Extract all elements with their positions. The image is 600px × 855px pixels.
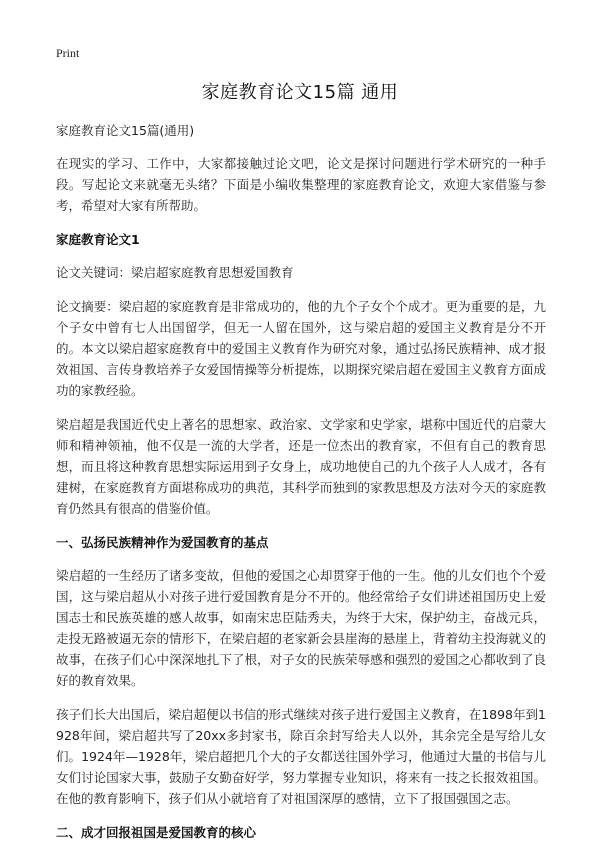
body-paragraph-1a: 梁启超的一生经历了诸多变故，但他的爱国之心却贯穿于他的一生。他的儿女们也个个爱国，这与梁启超从小对孩子进行爱国教育是分不开的。他经常给子女们讲述祖国历史上爱国志士和民族英雄的感人故事，如南宋忠臣陆秀夫，为终于大宋，保护幼主，奋战元兵，走投无路被逼无奈的情形下，在梁启超的老家新会县崖海的悬崖上，背着幼主投海就义的故事，在孩子们心中深深地扎下了根，对子女的民族荣辱感和强烈的爱国之心都收到了良好的教育效果。 — [56, 568, 546, 688]
article-subtitle: 家庭教育论文15篇(通用) — [56, 123, 195, 138]
subheading-1: 一、弘扬民族精神作为爱国教育的基点 — [56, 535, 269, 550]
keywords-paragraph: 论文关键词：梁启超家庭教育思想爱国教育 — [56, 265, 294, 280]
section-heading: 家庭教育论文1 — [56, 232, 140, 247]
print-label: Print — [56, 46, 80, 60]
background-paragraph: 梁启超是我国近代史上著名的思想家、政治家、文学家和史学家，堪称中国近代的启蒙大师和精神领袖，他不仅是一流的大学者，还是一位杰出的教育家，不但有自己的教育思想，而且将这种教育思想实际运用到子女身上，成功地使自己的九个孩子人人成才，各有建树，在家庭教育方面堪称成功的典范，其科学而独到的家教思想及方法对今天的家庭教育仍然具有很高的借鉴价值。 — [56, 417, 546, 516]
intro-paragraph: 在现实的学习、工作中，大家都接触过论文吧，论文是探讨问题进行学术研究的一种手段。写起论文来就毫无头绪？下面是小编收集整理的家庭教育论文，欢迎大家借鉴与参考，希望对大家有所帮助。 — [56, 156, 546, 213]
article-body — [56, 120, 546, 855]
page-title: 家庭教育论文15篇 通用 — [201, 82, 399, 103]
abstract-paragraph: 论文摘要：梁启超的家庭教育是非常成功的，他的九个子女个个成才。更为重要的是，九个子女中曾有七人出国留学，但无一人留在国外，这与梁启超的爱国主义教育是分不开的。本文以梁启超家庭教育中的爱国主义教育作为研究对象，通过弘扬民族精神、成才报效祖国、言传身教培养子女爱国情操等分析提炼，以期探究梁启超在爱国主义教育方面成功的家教经验。 — [56, 299, 546, 398]
body-paragraph-1b: 孩子们长大出国后，梁启超便以书信的形式继续对孩子进行爱国主义教育，在1898年到1928年间，梁启超共写了20xx多封家书，除百余封写给夫人以外，其余完全是写给儿女们。1924年—1928年，梁启超把几个大的子女都送往国外学习，他通过大量的书信与儿女们讨论国家大事，鼓励子女勤奋好学，努力掌握专业知识，将来有一技之长报效祖国。在他的教育影响下，孩子们从小就培育了对祖国深厚的感情，立下了报国强国之志。 — [56, 707, 546, 806]
subheading-2: 二、成才回报祖国是爱国教育的核心 — [56, 825, 257, 840]
